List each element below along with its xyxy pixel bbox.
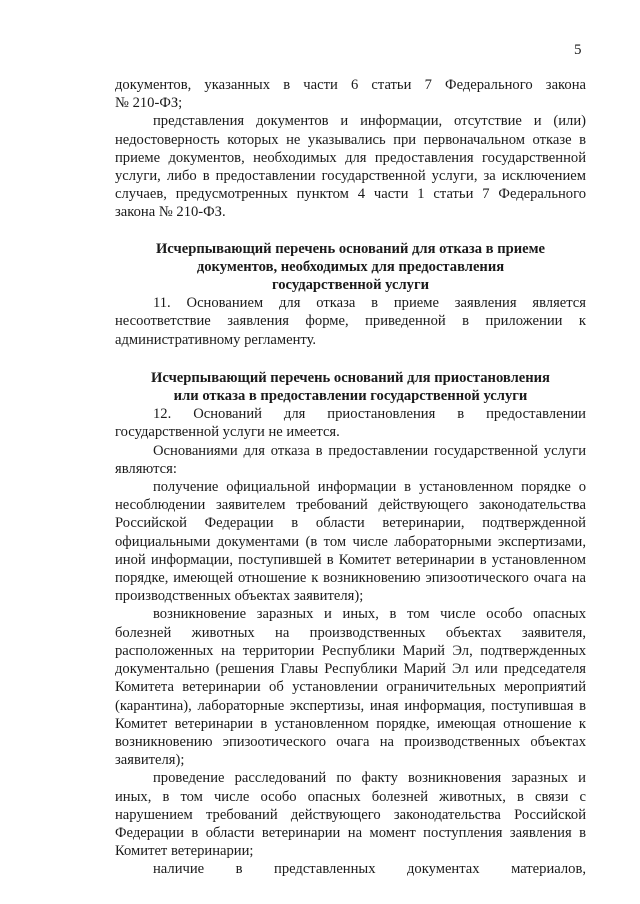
document-body xyxy=(115,76,586,879)
page-number: 5 xyxy=(574,42,582,58)
section-heading-line: Исчерпывающий перечень оснований для приостановления xyxy=(151,369,550,386)
section-heading-line: государственной услуги xyxy=(271,277,430,294)
paragraph: документов, указанных в части 6 статьи 7 Федерального закона xyxy=(115,77,586,93)
section-heading-line: документов, необходимых для предоставления xyxy=(196,258,505,275)
paragraph: наличие в представленных документах материалов, xyxy=(153,861,586,878)
paragraph: № 210-ФЗ; xyxy=(115,95,183,112)
section-heading-line: или отказа в предоставлении государственной услуги xyxy=(173,388,528,405)
paragraph: представления документов и информации, отсутствие и (или) недостоверность которых не указывались при первоначальном отказе в приеме документов, необходимых для предоставления государственной услуги, либо в предоставлении государственной услуги, за исключением случаев, предусмотренных пунктом 4 части 1 статьи 7 Федерального закона № 210-ФЗ. xyxy=(115,113,586,221)
paragraph: 11. Основанием для отказа в приеме заявления является несоответствие заявления форме, приведенной в приложении к административному регламенту. xyxy=(115,295,586,348)
paragraph: получение официальной информации в установленном порядке о несоблюдении заявителем требований действующего законодательства Российской Федерации в области ветеринарии, подтвержденной официальными документами (в том числе лабораторными экспертизами, иной информации, поступившей в Комитет ветеринарии в установленном порядке, имеющей отношение к возникновению эпизоотического очага на производственных объектах заявителя); xyxy=(115,479,586,605)
paragraph: проведение расследований по факту возникновения заразных и иных, в том числе особо опасных болезней животных, в связи с нарушением требований действующего законодательства Российской Федерации в области ветеринарии на момент поступления заявления в Комитет ветеринарии; xyxy=(115,770,586,860)
paragraph: 12. Оснований для приостановления в предоставлении государственной услуги не имеется. xyxy=(115,406,586,441)
paragraph: Основаниями для отказа в предоставлении государственной услуги являются: xyxy=(115,442,586,477)
paragraph: возникновение заразных и иных, в том числе особо опасных болезней животных на производственных объектах заявителя, расположенных на территории Республики Марий Эл, подтвержденных документально (решения Главы Республики Марий Эл или председателя Комитета ветеринарии об установлении ограничительных мероприятий (карантина), лабораторные экспертизы, иная информация, поступившая в Комитет ветеринарии в установленном порядке, имеющая отношение к возникновению эпизоотического очага на производственных объектах заявителя); xyxy=(115,606,586,769)
section-heading-line: Исчерпывающий перечень оснований для отказа в приеме xyxy=(155,240,546,257)
